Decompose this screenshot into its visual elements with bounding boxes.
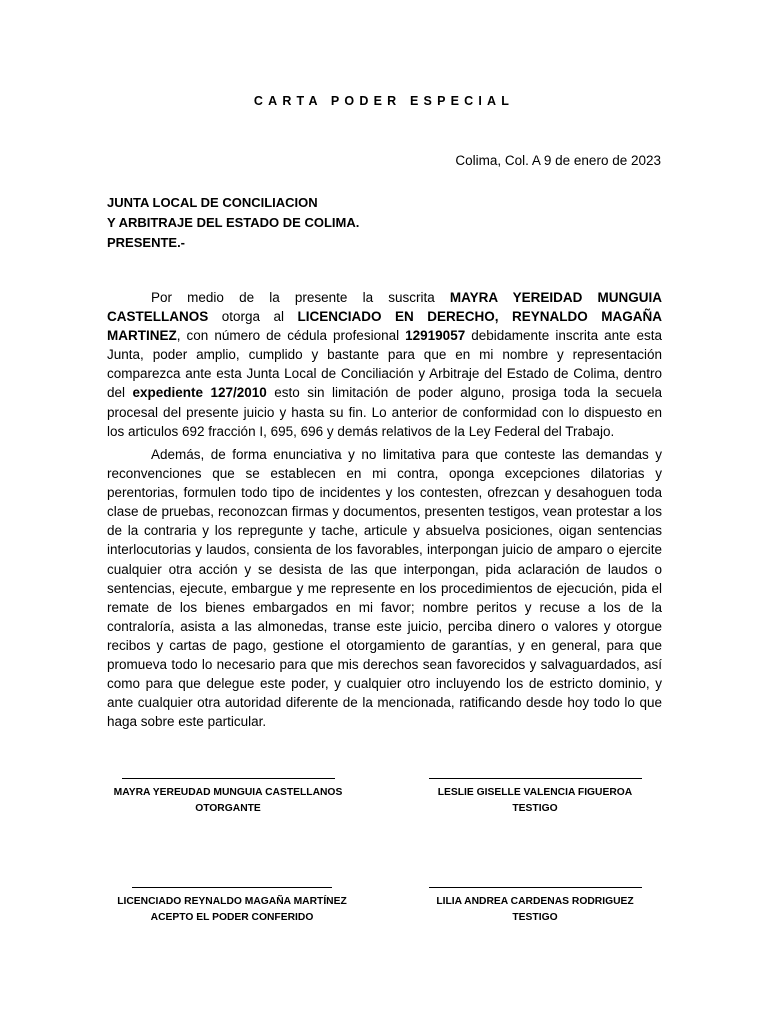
signer-role: TESTIGO (512, 912, 558, 923)
signer-role: TESTIGO (512, 803, 558, 814)
body-paragraph (107, 288, 662, 441)
body-paragraph: Además, de forma enunciativa y no limitativa para que conteste las demandas y reconvenciones que se establecen en mi contra, oponga excepciones dilatorias y perentorias, formulen todo tipo de incidentes y los contesten, ofrezcan y desahoguen toda clase de pruebas, reconozcan firmas y documentos, presenten testigos, vean protestar a los de la contraria y los repregunte y tache, articule y absuelva posiciones, oigan sentencias interlocutorias y laudos, consienta de los favorables, interpongan juicio de amparo o ejercite cualquier otra acción y se desista de las que interpongan, pida aclaración de laudos o sentencias, ejecute, embargue y me represente en los procedimientos de ejecución, pida el remate de los bienes embargados en mi favor; nombre peritos y recuse a los de la contraloría, asista a las almonedas, transe este juicio, perciba dinero o valores y otorgue recibos y cartas de pago, gestione el otorgamiento de garantías, y en general, para que promueva todo lo necesario para que mis derechos sean favorecidos y salvaguardados, así como para que delegue este poder, y cualquier otro incluyendo los de estricto dominio, y ante cualquier otra autoridad diferente de la mencionada, ratificando desde hoy todo lo que haga sobre este particular. (107, 447, 662, 730)
paragraph-text: debidamente inscrita ante esta Junta, poder amplio, cumplido y bastante para que en mi nombre y representación comparezca ante esta Junta Local de Conciliación y Arbitraje del Estado de Colima, dentro del (107, 328, 662, 401)
signer-name: LILIA ANDREA CARDENAS RODRIGUEZ (436, 896, 634, 907)
signature-line (429, 887, 642, 888)
addressee-block (107, 193, 359, 253)
case-number: expediente 127/2010 (132, 385, 267, 401)
addressee-line: Y ARBITRAJE DEL ESTADO DE COLIMA. (107, 215, 360, 230)
signer-role: OTORGANTE (195, 803, 261, 814)
signature-line (429, 778, 642, 779)
signer-name: MAYRA YEREUDAD MUNGUIA CASTELLANOS (113, 787, 343, 798)
paragraph-text: Por medio de la presente la suscrita (151, 290, 450, 305)
document-date: Colima, Col. A 9 de enero de 2023 (455, 153, 661, 168)
signature-block (117, 887, 347, 926)
attorney-name: LICENCIADO EN DERECHO, REYNALDO MAGAÑA MARTINEZ (107, 309, 662, 344)
addressee-line: JUNTA LOCAL DE CONCILIACION (107, 195, 318, 210)
document-title: CARTA PODER ESPECIAL (253, 94, 515, 108)
signature-line (122, 778, 335, 779)
signer-role: ACEPTO EL PODER CONFERIDO (150, 912, 314, 923)
signature-block (113, 778, 343, 817)
signature-block (420, 778, 650, 817)
addressee-line: PRESENTE.- (107, 235, 186, 250)
signer-name: LESLIE GISELLE VALENCIA FIGUEROA (437, 787, 633, 798)
paragraph-text: esto sin limitación de poder alguno, prosiga toda la secuela procesal del presente juicio y hasta su fin. Lo anterior de conformidad con lo dispuesto en los articulos 692 fracción I, 695, 696 y demás relativos de la Ley Federal del Trabajo. (107, 385, 662, 439)
signer-name: LICENCIADO REYNALDO MAGAÑA MARTÍNEZ (117, 896, 347, 907)
signature-line (132, 887, 332, 888)
license-number: 12919057 (405, 328, 466, 344)
grantor-name: MAYRA YEREIDAD MUNGUIA CASTELLANOS (107, 290, 662, 325)
paragraph-text: , con número de cédula profesional (176, 328, 406, 344)
signature-block (420, 887, 650, 926)
paragraph-text: otorga al (208, 309, 298, 325)
